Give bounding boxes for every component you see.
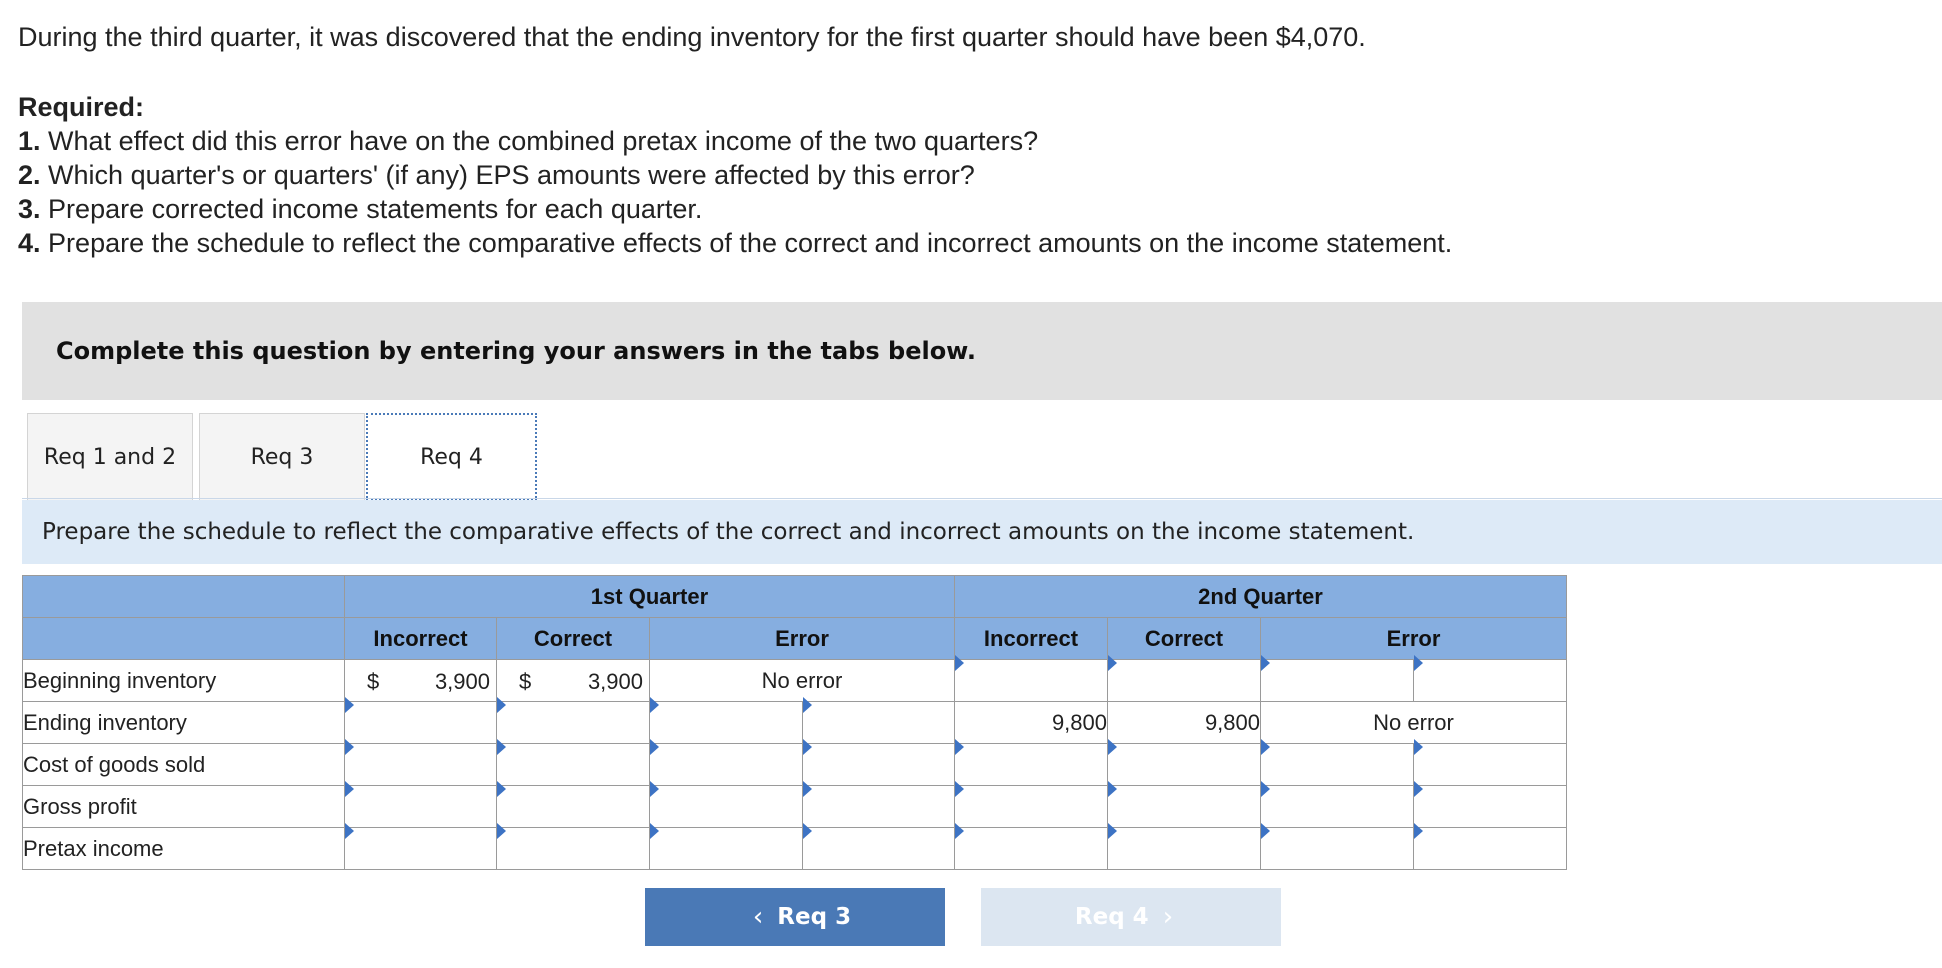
- q1-error-input-b[interactable]: [803, 828, 955, 870]
- q1-incorrect-header: Incorrect: [345, 618, 497, 660]
- table-row: [23, 786, 1567, 828]
- required-item-1: 1. What effect did this error have on the combined pretax income of the two quarters?: [18, 126, 1039, 156]
- q2-correct-input[interactable]: [1108, 660, 1261, 702]
- q1-incorrect-value: 3,900: [434, 669, 490, 694]
- prev-req-button[interactable]: [645, 888, 945, 946]
- row-label: Gross profit: [23, 786, 345, 828]
- q2-error-input-a[interactable]: [1261, 828, 1414, 870]
- tab-req-3[interactable]: Req 3: [199, 413, 365, 501]
- tab-req-1-and-2[interactable]: Req 1 and 2: [27, 413, 193, 501]
- column-header-row: [23, 618, 1567, 660]
- instruction-bar: [22, 500, 1942, 564]
- q1-error-input-a[interactable]: [650, 744, 803, 786]
- q2-correct-input[interactable]: [1108, 786, 1261, 828]
- quarter-header-row: [23, 576, 1567, 618]
- q2-incorrect-input[interactable]: [955, 660, 1108, 702]
- currency-symbol: $: [367, 669, 380, 694]
- table-row: [23, 660, 1567, 702]
- chevron-left-icon: ‹: [752, 902, 764, 932]
- q1-correct-input[interactable]: [497, 828, 650, 870]
- q1-error-input-a[interactable]: [650, 702, 803, 744]
- q1-incorrect-cell: [345, 660, 497, 702]
- q2-error-input-a[interactable]: [1261, 660, 1414, 702]
- q1-error-input-b[interactable]: [803, 702, 955, 744]
- q2-error-input-b[interactable]: [1414, 786, 1567, 828]
- comparative-schedule-table: [22, 575, 1567, 870]
- table-row: [23, 702, 1567, 744]
- instructions-banner: [22, 302, 1942, 400]
- q1-error-input-a[interactable]: [650, 786, 803, 828]
- q1-incorrect-input[interactable]: [345, 786, 497, 828]
- q1-error-input-b[interactable]: [803, 744, 955, 786]
- prev-req-label: Req 3: [777, 904, 852, 930]
- q2-error-value: No error: [1261, 702, 1567, 744]
- q1-header: 1st Quarter: [345, 576, 955, 618]
- q2-header: 2nd Quarter: [955, 576, 1567, 618]
- q1-error-input-b[interactable]: [803, 786, 955, 828]
- required-item-3: 3. Prepare corrected income statements for each quarter.: [18, 194, 703, 224]
- q1-error-header: Error: [650, 618, 955, 660]
- q1-correct-input[interactable]: [497, 786, 650, 828]
- q1-correct-header: Correct: [497, 618, 650, 660]
- required-title: Required:: [18, 92, 145, 122]
- header-blank: [23, 576, 345, 618]
- instruction-text: Prepare the schedule to reflect the comparative effects of the correct and incorrect amounts on the income statement.: [42, 519, 1415, 545]
- q2-correct-header: Correct: [1108, 618, 1261, 660]
- q1-incorrect-input[interactable]: [345, 828, 497, 870]
- header-blank-2: [23, 618, 345, 660]
- q2-correct-input[interactable]: [1108, 828, 1261, 870]
- q1-error-input-a[interactable]: [650, 828, 803, 870]
- q1-error-value: No error: [650, 660, 955, 702]
- q2-error-input-a[interactable]: [1261, 786, 1414, 828]
- q2-error-input-b[interactable]: [1414, 660, 1567, 702]
- row-label: Pretax income: [23, 828, 345, 870]
- table-row: [23, 744, 1567, 786]
- required-section: [18, 90, 1452, 260]
- required-item-2: 2. Which quarter's or quarters' (if any) EPS amounts were affected by this error?: [18, 160, 975, 190]
- q1-correct-input[interactable]: [497, 744, 650, 786]
- q2-incorrect-input[interactable]: [955, 828, 1108, 870]
- required-item-4: 4. Prepare the schedule to reflect the comparative effects of the correct and incorrect amounts on the income statement.: [18, 228, 1453, 258]
- q2-correct-value: 9,800: [1108, 702, 1261, 744]
- q1-correct-value: 3,900: [587, 669, 643, 694]
- q2-incorrect-input[interactable]: [955, 744, 1108, 786]
- q2-incorrect-input[interactable]: [955, 786, 1108, 828]
- q1-correct-cell: [497, 660, 650, 702]
- next-req-button[interactable]: [981, 888, 1281, 946]
- q2-error-header: Error: [1261, 618, 1567, 660]
- q2-error-input-a[interactable]: [1261, 744, 1414, 786]
- q2-error-input-b[interactable]: [1414, 744, 1567, 786]
- row-label: Ending inventory: [23, 702, 345, 744]
- q1-correct-input[interactable]: [497, 702, 650, 744]
- banner-text: Complete this question by entering your answers in the tabs below.: [56, 337, 976, 365]
- q1-incorrect-input[interactable]: [345, 702, 497, 744]
- q1-incorrect-input[interactable]: [345, 744, 497, 786]
- q2-incorrect-value: 9,800: [955, 702, 1108, 744]
- row-label: Cost of goods sold: [23, 744, 345, 786]
- chevron-right-icon: ›: [1162, 902, 1174, 932]
- q2-incorrect-header: Incorrect: [955, 618, 1108, 660]
- q2-error-input-b[interactable]: [1414, 828, 1567, 870]
- tab-req-4[interactable]: Req 4: [366, 413, 537, 501]
- next-req-label: Req 4: [1074, 904, 1149, 930]
- problem-intro: During the third quarter, it was discovered that the ending inventory for the first quarter should have been $4,070.: [18, 22, 1366, 52]
- row-label: Beginning inventory: [23, 660, 345, 702]
- tab-divider: [22, 498, 1942, 499]
- table-row: [23, 828, 1567, 870]
- q2-correct-input[interactable]: [1108, 744, 1261, 786]
- currency-symbol: $: [519, 669, 532, 694]
